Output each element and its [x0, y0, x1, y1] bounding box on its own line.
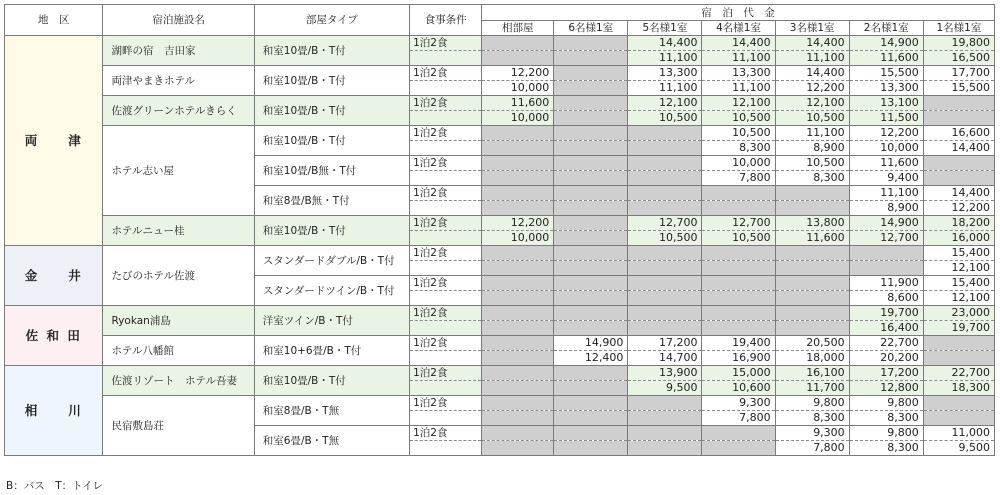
price-cell: 13,100 — [849, 96, 923, 111]
price-cell — [628, 306, 702, 321]
price-cell — [554, 261, 628, 276]
price-cell — [554, 396, 628, 411]
table-row — [5, 336, 995, 351]
room-type-cell: 和室10畳/B無・T付 — [254, 156, 409, 186]
table-row — [5, 66, 995, 81]
price-cell — [554, 381, 628, 396]
price-cell — [628, 246, 702, 261]
price-cell: 16,000 — [923, 231, 994, 246]
price-cell — [628, 186, 702, 201]
meal-condition-cell — [410, 171, 482, 186]
price-cell — [923, 336, 994, 351]
header-price-col: 2名様1室 — [849, 21, 923, 36]
price-cell: 12,400 — [554, 351, 628, 366]
price-cell: 10,500 — [628, 111, 702, 126]
meal-condition-cell: 1泊2食 — [410, 336, 482, 351]
price-cell — [628, 396, 702, 411]
price-cell: 12,700 — [702, 216, 775, 231]
room-type-cell: 和室8畳/B・T無 — [254, 396, 409, 426]
room-type-cell: 和室10畳/B・T付 — [254, 126, 409, 156]
room-type-cell: 洋室ツイン/B・T付 — [254, 306, 409, 336]
area-cell: 相 川 — [5, 366, 103, 456]
price-cell: 11,100 — [775, 51, 849, 66]
facility-cell: 佐渡グリーンホテルきらく — [103, 96, 254, 126]
meal-condition-cell — [410, 231, 482, 246]
header-meal: 食事条件 — [410, 5, 482, 36]
price-cell — [702, 321, 775, 336]
price-cell — [554, 231, 628, 246]
price-cell: 12,100 — [775, 96, 849, 111]
price-cell: 8,300 — [702, 141, 775, 156]
room-type-cell: 和室10+6畳/B・T付 — [254, 336, 409, 366]
price-cell — [554, 186, 628, 201]
price-cell — [554, 141, 628, 156]
price-cell: 9,300 — [775, 426, 849, 441]
price-cell — [482, 171, 554, 186]
facility-cell: 佐渡リゾート ホテル吾妻 — [103, 366, 254, 396]
price-cell: 12,200 — [923, 201, 994, 216]
table-row — [5, 366, 995, 381]
price-cell: 10,500 — [775, 156, 849, 171]
price-cell: 10,500 — [628, 231, 702, 246]
price-cell — [554, 321, 628, 336]
header-facility: 宿泊施設名 — [103, 5, 254, 36]
price-cell — [554, 201, 628, 216]
price-cell — [923, 396, 994, 411]
meal-condition-cell — [410, 261, 482, 276]
price-cell: 12,800 — [849, 381, 923, 396]
price-cell — [554, 246, 628, 261]
price-cell — [482, 141, 554, 156]
facility-cell: 湖畔の宿 吉田家 — [103, 36, 254, 66]
price-cell: 8,600 — [849, 291, 923, 306]
meal-condition-cell: 1泊2食 — [410, 186, 482, 201]
price-cell: 14,400 — [628, 36, 702, 51]
price-cell — [702, 246, 775, 261]
price-cell: 12,200 — [849, 126, 923, 141]
table-row — [5, 396, 995, 411]
price-cell: 11,100 — [628, 51, 702, 66]
meal-condition-cell — [410, 111, 482, 126]
price-cell — [628, 261, 702, 276]
facility-cell: たびのホテル佐渡 — [103, 246, 254, 306]
price-cell — [482, 411, 554, 426]
room-type-cell: 和室10畳/B・T付 — [254, 216, 409, 246]
price-cell — [482, 426, 554, 441]
price-cell — [554, 81, 628, 96]
price-cell: 9,800 — [849, 426, 923, 441]
price-cell: 11,600 — [482, 96, 554, 111]
meal-condition-cell — [410, 441, 482, 456]
price-cell: 14,400 — [702, 36, 775, 51]
price-cell: 11,600 — [775, 231, 849, 246]
price-cell — [628, 276, 702, 291]
price-cell: 16,100 — [775, 366, 849, 381]
meal-condition-cell — [410, 381, 482, 396]
price-cell: 10,000 — [702, 156, 775, 171]
price-cell — [554, 171, 628, 186]
price-cell: 14,700 — [628, 351, 702, 366]
price-cell: 11,000 — [923, 426, 994, 441]
price-cell — [482, 396, 554, 411]
price-cell: 10,000 — [849, 141, 923, 156]
header-area: 地 区 — [5, 5, 103, 36]
price-cell: 8,300 — [849, 411, 923, 426]
meal-condition-cell — [410, 51, 482, 66]
room-type-cell: スタンダードダブル/B・T付 — [254, 246, 409, 276]
price-cell — [923, 171, 994, 186]
meal-condition-cell: 1泊2食 — [410, 36, 482, 51]
price-cell — [628, 156, 702, 171]
price-cell: 8,300 — [849, 441, 923, 456]
price-cell: 12,100 — [702, 96, 775, 111]
price-cell: 8,900 — [775, 141, 849, 156]
price-cell: 17,200 — [849, 366, 923, 381]
price-cell — [554, 441, 628, 456]
price-cell: 14,400 — [923, 141, 994, 156]
price-cell: 15,400 — [923, 276, 994, 291]
meal-condition-cell: 1泊2食 — [410, 276, 482, 291]
price-cell — [923, 96, 994, 111]
price-cell — [628, 426, 702, 441]
price-cell: 12,700 — [628, 216, 702, 231]
table-row — [5, 96, 995, 111]
price-cell — [482, 366, 554, 381]
price-cell — [554, 291, 628, 306]
price-cell — [702, 306, 775, 321]
price-cell — [849, 261, 923, 276]
price-cell — [628, 321, 702, 336]
table-row — [5, 246, 995, 261]
facility-cell: ホテル八幡館 — [103, 336, 254, 366]
price-cell — [775, 306, 849, 321]
accommodation-price-table — [4, 4, 995, 456]
price-cell — [628, 441, 702, 456]
price-cell — [702, 186, 775, 201]
price-cell: 12,100 — [923, 291, 994, 306]
price-cell — [628, 411, 702, 426]
price-cell — [482, 186, 554, 201]
price-cell: 19,700 — [923, 321, 994, 336]
price-cell: 14,900 — [849, 216, 923, 231]
price-cell: 8,900 — [849, 201, 923, 216]
meal-condition-cell: 1泊2食 — [410, 426, 482, 441]
price-cell — [554, 216, 628, 231]
price-cell — [554, 306, 628, 321]
price-cell — [482, 351, 554, 366]
price-cell — [554, 411, 628, 426]
price-cell: 11,100 — [628, 81, 702, 96]
price-cell: 18,000 — [775, 351, 849, 366]
price-cell — [482, 51, 554, 66]
price-cell: 9,300 — [702, 396, 775, 411]
price-cell — [628, 291, 702, 306]
price-cell — [554, 366, 628, 381]
price-cell: 22,700 — [923, 366, 994, 381]
facility-cell: 両津やまきホテル — [103, 66, 254, 96]
price-cell: 10,500 — [702, 111, 775, 126]
room-type-cell: 和室8畳/B無・T付 — [254, 186, 409, 216]
price-cell: 13,300 — [849, 81, 923, 96]
meal-condition-cell — [410, 291, 482, 306]
price-cell — [702, 261, 775, 276]
meal-condition-cell: 1泊2食 — [410, 96, 482, 111]
price-cell — [482, 36, 554, 51]
area-cell: 金 井 — [5, 246, 103, 306]
area-cell: 佐 和 田 — [5, 306, 103, 366]
price-cell: 8,300 — [775, 411, 849, 426]
price-cell — [482, 156, 554, 171]
area-cell: 両 津 — [5, 36, 103, 246]
price-cell: 8,300 — [775, 171, 849, 186]
price-cell: 11,100 — [849, 186, 923, 201]
facility-cell: Ryokan浦島 — [103, 306, 254, 336]
room-type-cell: 和室10畳/B・T付 — [254, 66, 409, 96]
price-cell — [554, 426, 628, 441]
table-row — [5, 126, 995, 141]
price-cell: 16,500 — [923, 51, 994, 66]
price-cell: 7,800 — [775, 441, 849, 456]
header-price-col: 1名様1室 — [923, 21, 994, 36]
price-cell: 9,800 — [775, 396, 849, 411]
price-cell: 10,000 — [482, 81, 554, 96]
header-price-col: 5名様1室 — [628, 21, 702, 36]
price-cell — [482, 321, 554, 336]
meal-condition-cell: 1泊2食 — [410, 216, 482, 231]
price-cell: 12,700 — [849, 231, 923, 246]
price-cell — [923, 411, 994, 426]
price-cell — [628, 141, 702, 156]
price-cell — [775, 321, 849, 336]
meal-condition-cell — [410, 201, 482, 216]
price-cell — [702, 441, 775, 456]
price-cell: 13,900 — [628, 366, 702, 381]
price-cell — [923, 351, 994, 366]
price-cell — [554, 66, 628, 81]
price-cell: 12,100 — [628, 96, 702, 111]
price-cell — [554, 36, 628, 51]
price-cell: 15,500 — [849, 66, 923, 81]
price-cell: 14,900 — [849, 36, 923, 51]
price-cell: 16,600 — [923, 126, 994, 141]
price-cell: 11,100 — [702, 81, 775, 96]
price-cell: 9,500 — [923, 441, 994, 456]
price-cell: 9,800 — [849, 396, 923, 411]
price-cell — [554, 51, 628, 66]
price-cell: 12,200 — [482, 216, 554, 231]
price-cell: 17,700 — [923, 66, 994, 81]
meal-condition-cell: 1泊2食 — [410, 246, 482, 261]
price-cell: 15,000 — [702, 366, 775, 381]
price-cell: 10,500 — [702, 126, 775, 141]
meal-condition-cell: 1泊2食 — [410, 306, 482, 321]
price-cell: 23,000 — [923, 306, 994, 321]
price-cell: 19,400 — [702, 336, 775, 351]
price-cell: 18,200 — [923, 216, 994, 231]
price-cell: 12,200 — [775, 81, 849, 96]
meal-condition-cell — [410, 141, 482, 156]
price-cell — [554, 96, 628, 111]
price-cell: 13,300 — [702, 66, 775, 81]
price-cell: 11,500 — [849, 111, 923, 126]
header-price-col: 6名様1室 — [554, 21, 628, 36]
header-price-col: 相部屋 — [482, 21, 554, 36]
price-cell: 18,300 — [923, 381, 994, 396]
price-cell: 10,600 — [702, 381, 775, 396]
price-cell: 19,700 — [849, 306, 923, 321]
price-cell — [849, 246, 923, 261]
price-cell — [702, 276, 775, 291]
price-cell: 14,400 — [775, 36, 849, 51]
price-cell: 13,300 — [628, 66, 702, 81]
price-cell: 15,400 — [923, 246, 994, 261]
price-cell — [482, 381, 554, 396]
price-cell — [482, 276, 554, 291]
meal-condition-cell: 1泊2食 — [410, 126, 482, 141]
price-cell — [775, 201, 849, 216]
price-cell — [482, 291, 554, 306]
meal-condition-cell: 1泊2食 — [410, 396, 482, 411]
price-cell — [702, 291, 775, 306]
room-type-cell: 和室6畳/B・T無 — [254, 426, 409, 456]
price-cell: 20,500 — [775, 336, 849, 351]
price-cell: 10,000 — [482, 231, 554, 246]
price-cell: 22,700 — [849, 336, 923, 351]
price-cell — [482, 201, 554, 216]
price-cell — [554, 111, 628, 126]
price-cell — [702, 426, 775, 441]
price-cell — [482, 261, 554, 276]
price-cell — [628, 171, 702, 186]
header-price-col: 4名様1室 — [702, 21, 775, 36]
price-cell: 11,600 — [849, 51, 923, 66]
meal-condition-cell: 1泊2食 — [410, 156, 482, 171]
meal-condition-cell — [410, 81, 482, 96]
room-type-cell: スタンダードツイン/B・T付 — [254, 276, 409, 306]
price-cell: 10,500 — [702, 231, 775, 246]
price-cell: 11,700 — [775, 381, 849, 396]
price-cell: 7,800 — [702, 171, 775, 186]
meal-condition-cell — [410, 351, 482, 366]
price-cell: 14,400 — [923, 186, 994, 201]
price-cell — [775, 261, 849, 276]
price-cell: 16,900 — [702, 351, 775, 366]
price-cell — [628, 126, 702, 141]
meal-condition-cell: 1泊2食 — [410, 366, 482, 381]
facility-cell: 民宿敷島荘 — [103, 396, 254, 456]
price-cell — [554, 126, 628, 141]
price-cell: 10,500 — [775, 111, 849, 126]
price-cell: 11,100 — [702, 51, 775, 66]
price-cell — [702, 201, 775, 216]
room-type-cell: 和室10畳/B・T付 — [254, 36, 409, 66]
price-cell — [775, 291, 849, 306]
price-cell: 11,100 — [775, 126, 849, 141]
price-cell: 17,200 — [628, 336, 702, 351]
footnote: B：バス T：トイレ — [6, 480, 104, 492]
room-type-cell: 和室10畳/B・T付 — [254, 96, 409, 126]
header-price: 宿 泊 代 金 — [482, 5, 995, 21]
price-cell — [482, 246, 554, 261]
header-room-type: 部屋タイプ — [254, 5, 409, 36]
price-cell — [775, 186, 849, 201]
table-row — [5, 36, 995, 51]
price-cell — [775, 276, 849, 291]
price-cell: 15,500 — [923, 81, 994, 96]
price-cell — [482, 336, 554, 351]
table-row — [5, 306, 995, 321]
price-cell: 7,800 — [702, 411, 775, 426]
price-cell — [923, 111, 994, 126]
room-type-cell: 和室10畳/B・T付 — [254, 366, 409, 396]
price-cell — [482, 306, 554, 321]
price-cell: 14,900 — [554, 336, 628, 351]
price-cell — [482, 126, 554, 141]
meal-condition-cell — [410, 411, 482, 426]
meal-condition-cell: 1泊2食 — [410, 66, 482, 81]
price-cell: 20,200 — [849, 351, 923, 366]
price-cell: 12,100 — [923, 261, 994, 276]
price-cell: 9,400 — [849, 171, 923, 186]
price-cell: 9,500 — [628, 381, 702, 396]
header-price-col: 3名様1室 — [775, 21, 849, 36]
price-cell — [628, 201, 702, 216]
facility-cell: ホテル志い屋 — [103, 126, 254, 216]
price-cell: 14,400 — [775, 66, 849, 81]
facility-cell: ホテルニュー桂 — [103, 216, 254, 246]
price-cell — [554, 276, 628, 291]
meal-condition-cell — [410, 321, 482, 336]
price-cell: 19,800 — [923, 36, 994, 51]
price-cell — [554, 156, 628, 171]
price-cell: 16,400 — [849, 321, 923, 336]
price-cell — [923, 156, 994, 171]
price-cell — [482, 441, 554, 456]
price-cell: 11,600 — [849, 156, 923, 171]
price-cell: 10,000 — [482, 111, 554, 126]
price-cell: 13,800 — [775, 216, 849, 231]
price-cell: 12,200 — [482, 66, 554, 81]
table-row — [5, 216, 995, 231]
price-cell — [775, 246, 849, 261]
price-cell: 11,900 — [849, 276, 923, 291]
